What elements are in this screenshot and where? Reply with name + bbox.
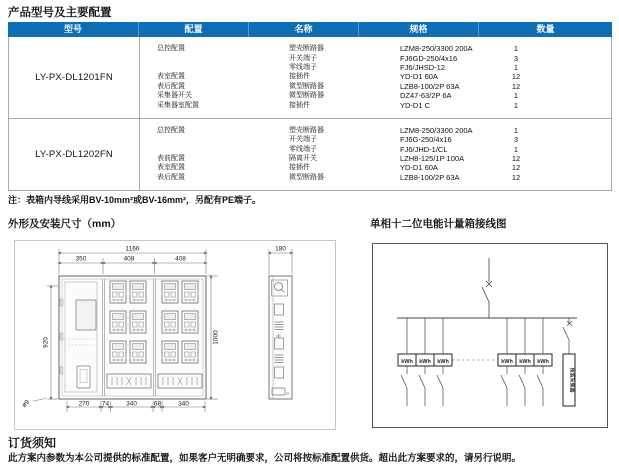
config-cell: 采集器开关: [157, 92, 192, 100]
meter-label: kWh: [401, 358, 413, 365]
incoming-feed: [482, 258, 492, 318]
table-row: [140, 53, 611, 62]
qty-cell: 12: [511, 154, 521, 164]
table-row: [140, 173, 611, 182]
dim-overall-width: 1166: [125, 245, 140, 253]
page-title: 产品型号及主要配置: [8, 7, 112, 19]
spec-cell: LZB8-100/2P 63A: [400, 172, 460, 182]
dim-hole: ø9: [20, 398, 32, 410]
dim-box-height: 1000: [212, 330, 220, 345]
name-cell: 塑壳断路器: [289, 126, 324, 134]
meter-label: kWh: [537, 358, 549, 365]
spec-cell: YD-D1 60A: [400, 163, 438, 173]
dimensions-section-title: 外形及安装尺寸（mm）: [8, 218, 122, 230]
meter-label: kWh: [501, 358, 513, 365]
col-header-qty: 数量: [478, 22, 612, 37]
table-row: [140, 63, 611, 72]
dimension-drawing-svg: [15, 241, 335, 429]
dim-b5: 340: [178, 400, 189, 408]
name-cell: 微型断路器: [289, 92, 324, 100]
model-block-1: [9, 37, 611, 118]
wiring-note: 注：表箱内导线采用BV-10mm²或BV-16mm²，另配有PE端子。: [8, 195, 262, 205]
spec-cell: FJ6GD-250/4x16: [400, 53, 458, 63]
col-header-spec: 规格: [358, 22, 478, 37]
name-cell: 接插件: [289, 164, 310, 172]
table-row: [140, 91, 611, 100]
spec-cell: FJ6/JHSD-12: [400, 62, 446, 72]
dim-b4: 68: [153, 400, 162, 408]
col-header-name: 名称: [248, 22, 358, 37]
spec-cell: LZM8-250/3300 200A: [400, 125, 473, 135]
model-rows: [140, 37, 611, 118]
dim-b2: 74: [101, 400, 110, 408]
name-cell: 零线端子: [289, 63, 317, 71]
config-cell: 总控配置: [157, 126, 185, 134]
wiring-section-title: 单相十二位电能计量箱接线图: [370, 218, 507, 230]
name-cell: 塑壳断路器: [289, 45, 324, 53]
qty-cell: 1: [513, 125, 519, 135]
dim-seg2: 408: [123, 255, 135, 263]
dim-depth: 180: [275, 245, 286, 253]
qty-cell: 1: [513, 91, 519, 101]
side-view: [269, 276, 292, 399]
qty-cell: 12: [511, 163, 521, 173]
qty-cell: 1: [513, 100, 519, 110]
spec-cell: YD-D1 60A: [400, 72, 438, 82]
model-number: LY-PX-DL1201FN: [9, 37, 140, 118]
qty-cell: 12: [511, 172, 521, 182]
name-cell: 隔离开关: [289, 155, 317, 163]
qty-cell: 3: [513, 53, 519, 63]
table-row: [140, 126, 611, 135]
table-row: [140, 100, 611, 109]
col-header-config: 配置: [138, 22, 248, 37]
config-cell: 采集器室配置: [157, 101, 199, 109]
qty-cell: 12: [511, 81, 521, 91]
name-cell: 接插件: [289, 101, 310, 109]
name-cell: 零线端子: [289, 145, 317, 153]
configuration-table: [8, 22, 612, 191]
meter-boxes: [398, 354, 552, 366]
spec-cell: LZM8-250/3300 200A: [400, 44, 473, 54]
spec-cell: LZB8-100/2P 63A: [400, 81, 460, 91]
table-row: [140, 135, 611, 144]
meter-label: kWh: [419, 358, 431, 365]
spec-cell: FJ6G-250/4x16: [400, 135, 452, 145]
col-header-model: 型号: [63, 24, 82, 34]
qty-cell: 3: [513, 135, 519, 145]
spec-cell: LZH8-125/1P 100A: [400, 154, 465, 164]
table-row: [140, 82, 611, 91]
qty-cell: 1: [513, 44, 519, 54]
name-cell: 开关端子: [289, 54, 317, 62]
spec-cell: FJ6/JHD-1/CL: [400, 144, 448, 154]
ordering-notes-title: 订货须知: [8, 436, 57, 450]
table-row: [140, 72, 611, 81]
meter-label: kWh: [437, 358, 449, 365]
spec-cell: YD-D1 C: [400, 100, 431, 110]
dim-seg1: 350: [75, 255, 87, 263]
qty-cell: 1: [513, 144, 519, 154]
table-row: [140, 145, 611, 154]
config-cell: 表室配置: [157, 164, 185, 172]
front-view: [59, 276, 206, 399]
table-row: [140, 44, 611, 53]
collector-label: 预装采集器: [568, 367, 575, 393]
dim-b1: 270: [78, 400, 90, 408]
spec-cell: DZ47-63/2P 6A: [400, 91, 452, 101]
qty-cell: 1: [513, 62, 519, 72]
meter-label: kWh: [519, 358, 531, 365]
collector-branch: [563, 318, 576, 406]
config-cell: 表后配置: [157, 82, 185, 90]
dimension-drawing: [14, 240, 336, 430]
dim-door-height: 920: [42, 337, 50, 348]
name-cell: 开关端子: [289, 136, 317, 144]
table-body: [8, 37, 612, 191]
qty-cell: 12: [511, 72, 521, 82]
table-row: [140, 163, 611, 172]
dim-b3: 340: [126, 400, 137, 408]
table-row: [140, 154, 611, 163]
display-window: [76, 300, 96, 330]
config-cell: 总控配置: [157, 45, 185, 53]
name-cell: 微型断路器: [289, 82, 324, 90]
dim-seg3: 408: [175, 255, 186, 263]
name-cell: 接插件: [289, 73, 310, 81]
model-number: LY-PX-DL1202FN: [9, 119, 140, 190]
ordering-notes-text: 此方案内参数为本公司提供的标准配置，如果客户无明确要求，公司将按标准配置供货。超出此方案要求的，请另行说明。: [8, 453, 522, 464]
table-header-row: [8, 22, 612, 37]
model-block-2: [9, 118, 611, 190]
config-cell: 表后配置: [157, 173, 185, 181]
model-rows: [140, 119, 611, 190]
config-cell: 表前配置: [157, 155, 185, 163]
wiring-diagram: [372, 243, 608, 428]
config-cell: 表室配置: [157, 73, 185, 81]
name-cell: 微型断路器: [289, 173, 324, 181]
wiring-diagram-svg: [373, 244, 607, 427]
